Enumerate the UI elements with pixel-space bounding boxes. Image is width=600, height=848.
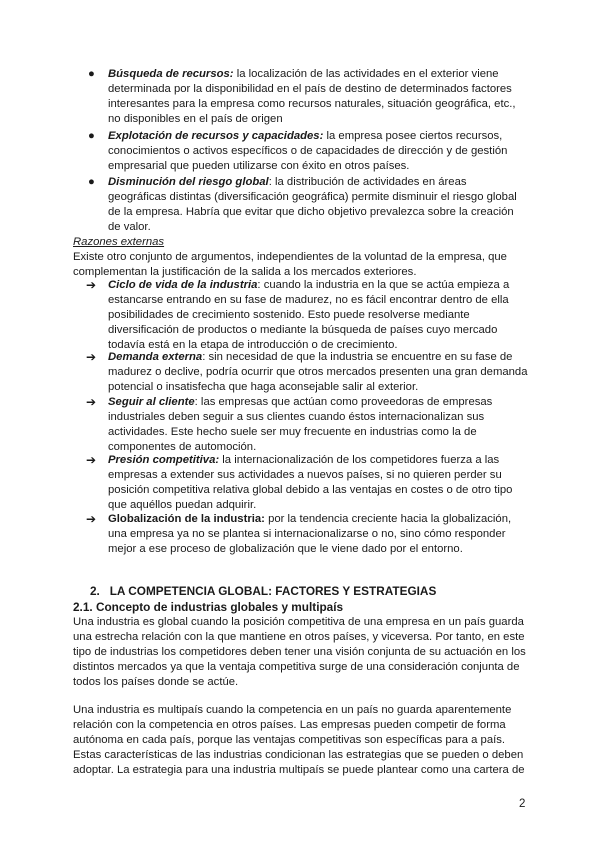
arrow-text: por la tendencia creciente hacia la globalización, una empresa ya no se plantea si internacionalizarse o no, sino cómo responder mejor a ese proceso de globalización que le viene dado por el entorno. xyxy=(108,513,512,555)
arrow-term: Seguir al cliente xyxy=(108,396,195,408)
externas-intro: Existe otro conjunto de argumentos, independientes de la voluntad de la empresa, que complementan la justificación de la salida a los mercados exteriores. xyxy=(73,251,507,278)
bullet-term: Explotación de recursos y capacidades: xyxy=(108,130,324,142)
arrow-term: Demanda externa xyxy=(108,351,203,363)
subsection-title: 2.1. Concepto de industrias globales y multipaís xyxy=(73,600,344,614)
bullet-disminucion-riesgo xyxy=(88,175,528,235)
section-title: LA COMPETENCIA GLOBAL: FACTORES Y ESTRATEGIAS xyxy=(109,584,437,598)
bullet-icon: ● xyxy=(88,68,95,80)
arrow-text: : cuando la industria en la que se actúa empieza a estancarse entrando en su fase de madurez, no es fácil encontrar dentro de ella posibilidades de crecimiento sostenido. Esto puede resolverse mediante diversificación de productos o mediante la búsqueda de países cuyo mercado todavía está en la etapa de introducción o de crecimiento. xyxy=(108,279,510,351)
bullet-text: la localización de las actividades en el exterior viene determinada por la disponibilidad en el país de destino de determinados factores interesantes para la empresa como recursos naturales, situación geográfica, etc., no disponibles en el país de origen xyxy=(108,68,516,125)
bullet-term: Búsqueda de recursos: xyxy=(108,68,234,80)
arrow-icon: ➔ xyxy=(86,512,97,526)
page-number: 2 xyxy=(519,798,526,810)
bullet-icon: ● xyxy=(88,130,95,142)
arrow-term: Globalización de la industria: xyxy=(108,513,265,525)
bullet-icon: ● xyxy=(88,176,95,188)
bullet-term: Disminución del riesgo global xyxy=(108,176,269,188)
arrow-icon: ➔ xyxy=(86,350,97,364)
arrow-text: la internacionalización de los competidores fuerza a las empresas a extender sus actividades a nuevos países, si no quieren perder su posición competitiva relativa global debido a las ventajas en costes o de otro tipo que aquéllos puedan adquirir. xyxy=(108,454,513,511)
arrow-item-ciclo-vida xyxy=(86,278,528,353)
arrow-icon: ➔ xyxy=(86,453,97,467)
arrow-icon: ➔ xyxy=(86,395,97,409)
arrow-text: : las empresas que actúan como proveedoras de empresas industriales deben seguir a sus clientes cuando éstos internacionalizan sus actividades. Este hecho suele ser muy frecuente en industrias como la de componentes de automoción. xyxy=(108,396,493,453)
arrow-item-demanda-externa xyxy=(86,350,528,395)
arrow-item-presion-competitiva xyxy=(86,453,528,513)
section-number: 2. xyxy=(90,584,100,598)
bullet-text: la empresa posee ciertos recursos, conocimientos o activos específicos o de capacidades de dirección y de gestión empresarial que pueden utilizarse con éxito en otros países. xyxy=(108,130,508,172)
externas-heading: Razones externas xyxy=(73,236,165,248)
paragraph-industria-multipais: Una industria es multipaís cuando la competencia en un país no guarda aparentemente relación con la competencia en otros países. Las empresas pueden competir de forma autónoma en cada país, porque las ventajas competitivas son específicas para a país. Estas características de las industrias condicionan las estrategias que se pueden o deben adoptar. La estrategia para una industria multipaís se puede plantear como una cartera de xyxy=(73,704,525,776)
bullet-text: : la distribución de actividades en áreas geográficas distintas (diversificación geográfica) permite disminuir el riesgo global de la empresa. Habría que evitar que dicho objetivo prevalezca sobre la creación de valor. xyxy=(108,176,517,233)
arrow-text: : sin necesidad de que la industria se encuentre en su fase de madurez o declive, podría ocurrir que otros mercados presenten una gran demanda potencial o insatisfecha que haga aconsejable salir al exterior. xyxy=(108,351,528,393)
arrow-term: Presión competitiva: xyxy=(108,454,220,466)
arrow-item-seguir-cliente xyxy=(86,395,528,455)
bullet-explotacion-recursos xyxy=(88,129,528,174)
arrow-term: Ciclo de vida de la industria xyxy=(108,279,258,291)
arrow-icon: ➔ xyxy=(86,278,97,292)
bullet-busqueda-recursos xyxy=(88,67,528,127)
section-heading xyxy=(90,584,436,599)
paragraph-industria-global: Una industria es global cuando la posición competitiva de una empresa en un país guarda una estrecha relación con la que mantiene en otros países, y viceversa. Por tanto, en este tipo de industrias los competidores deben tener una visión conjunta de su actuación en los distintos mercados ya que la ventaja competitiva surge de una consideración conjunta de todos los países donde se actúe. xyxy=(73,616,526,688)
arrow-item-globalizacion xyxy=(86,512,528,557)
